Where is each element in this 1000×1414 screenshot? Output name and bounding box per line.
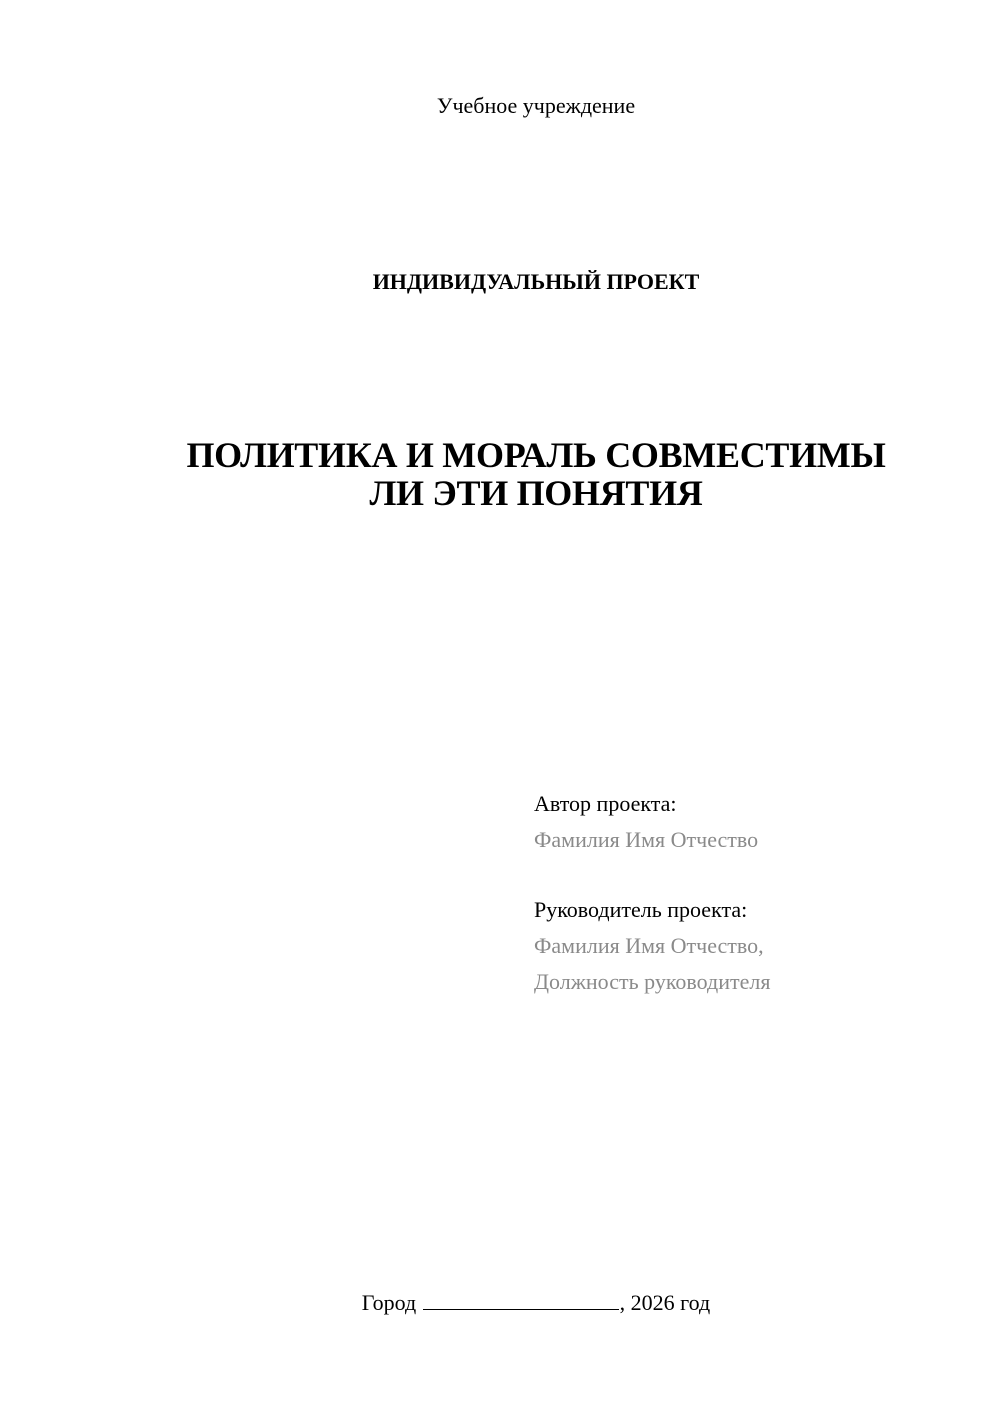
project-title bbox=[100, 436, 972, 512]
document-type: ИНДИВИДУАЛЬНЫЙ ПРОЕКТ bbox=[372, 269, 700, 294]
supervisor-block bbox=[534, 892, 974, 1000]
author-block bbox=[534, 786, 974, 858]
author-label: Автор проекта: bbox=[534, 791, 677, 816]
supervisor-position: Должность руководителя bbox=[534, 969, 771, 994]
project-title-line-1: ПОЛИТИКА И МОРАЛЬ СОВМЕСТИМЫ bbox=[186, 435, 886, 475]
year-text: , 2026 год bbox=[619, 1290, 711, 1315]
institution-name: Учебное учреждение bbox=[436, 93, 636, 118]
city-label: Город bbox=[361, 1290, 417, 1315]
city-blank-line bbox=[423, 1289, 619, 1310]
project-title-line-2: ЛИ ЭТИ ПОНЯТИЯ bbox=[369, 473, 703, 513]
supervisor-label: Руководитель проекта: bbox=[534, 897, 748, 922]
supervisor-name: Фамилия Имя Отчество, bbox=[534, 933, 764, 958]
city-year-line bbox=[0, 1288, 1000, 1318]
author-name: Фамилия Имя Отчество bbox=[534, 827, 759, 852]
